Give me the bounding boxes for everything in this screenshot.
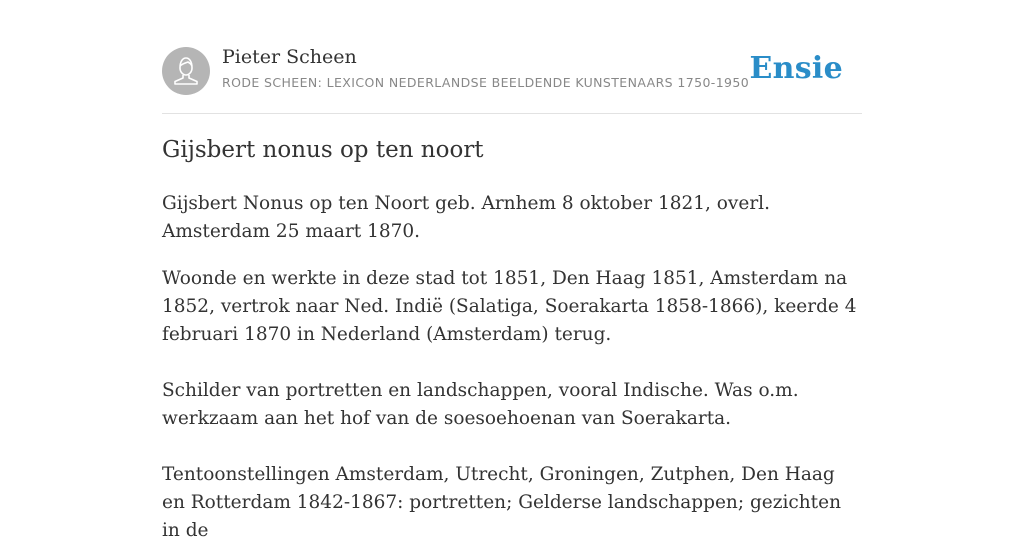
paragraph: Woonde en werkte in deze stad tot 1851, Den Haag 1851, Amsterdam na 1852, vertrok naar Ned. Indië (Salatiga, Soerakarta 1858-1866), keerde 4 februari 1870 in Nederland (Amsterdam) terug. bbox=[162, 268, 857, 345]
source-lexicon[interactable]: RODE SCHEEN: LEXICON NEDERLANDSE BEELDENDE KUNSTENAARS 1750-1950 bbox=[222, 75, 750, 90]
paragraph: Gijsbert Nonus op ten Noort geb. Arnhem 8 oktober 1821, overl. Amsterdam 25 maart 1870. bbox=[162, 193, 770, 242]
article-header bbox=[162, 46, 862, 96]
user-avatar-icon[interactable] bbox=[162, 47, 210, 95]
author-name[interactable]: Pieter Scheen bbox=[222, 46, 357, 68]
article-page bbox=[162, 0, 862, 541]
paragraph-break bbox=[162, 433, 862, 461]
header-divider bbox=[162, 113, 862, 114]
article-title: Gijsbert nonus op ten noort bbox=[162, 137, 484, 163]
paragraph: Tentoonstellingen Amsterdam, Utrecht, Groningen, Zutphen, Den Haag en Rotterdam 1842-1867: portretten; Gelderse landschappen; gezichten in de bbox=[162, 464, 841, 541]
ensie-logo[interactable]: Ensie bbox=[749, 51, 843, 86]
paragraph-break bbox=[162, 349, 862, 377]
paragraph: Schilder van portretten en landschappen, vooral Indische. Was o.m. werkzaam aan het hof van de soesoehoenan van Soerakarta. bbox=[162, 380, 799, 429]
article-body bbox=[162, 190, 862, 545]
